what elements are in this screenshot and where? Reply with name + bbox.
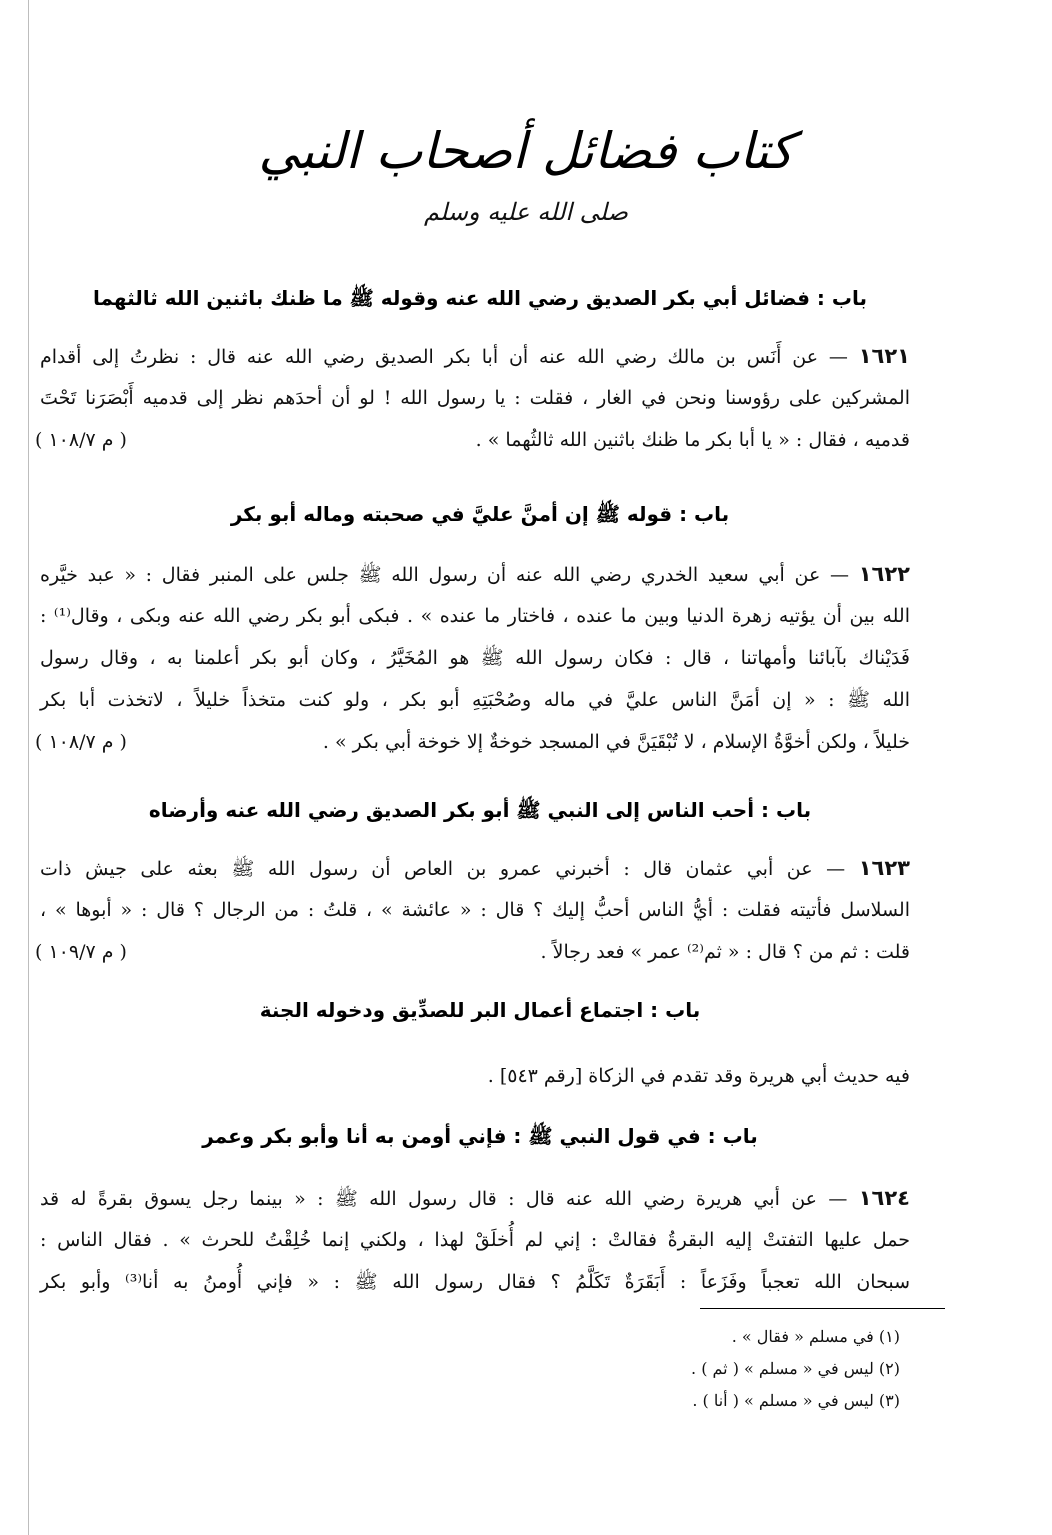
hadith-number: ١٦٢٢ [858, 562, 910, 586]
hadith-line: المشركين على رؤوسنا ونحن في الغار ، فقلت : يا رسول الله ! لو أن أحدَهم نظر إلى قدميه أَبْصَرَنا تَحْتَ [40, 387, 910, 409]
hadith-line [40, 340, 910, 373]
hadith-text: — عن أبي هريرة رضي الله عنه قال : قال رسول الله ﷺ : « بينما رجل يسوق بقرةً له قد [40, 1188, 848, 1210]
hadith-line: حمل عليها التفتتْ إليه البقرةُ فقالتْ : إني لم أُخلَقْ لهذا ، ولكني إنما خُلِقْتُ للحرث » . فقال الناس : [40, 1229, 910, 1251]
hadith-line: قلت : ثم من ؟ قال : « ثم⁽²⁾ عمر » فعد رجالاً . [540, 941, 910, 963]
footnote: (١) في مسلم « فقال » . [731, 1327, 900, 1346]
hadith-line: سبحان الله تعجباً وفَزَعاً : أَبَقَرَةٌ تَكَلَّمُ ؟ فقال رسول الله ﷺ : « فإني أُومنُ به أنا⁽³⁾ وأبو بكر [40, 1271, 910, 1293]
source-reference: ( م ١٠٨/٧ ) [35, 731, 127, 753]
hadith-line: فَدَيْناك بآبائنا وأمهاتنا ، قال : فكان رسول الله ﷺ هو المُخَيَّرُ ، وكان أبو بكر أعلمنا به ، وقال رسول [40, 647, 910, 669]
hadith-text: — عن أبي عثمان قال : أخبرني عمرو بن العاص أن رسول الله ﷺ بعثه على جيش ذات [40, 858, 846, 880]
footnote-separator [700, 1308, 945, 1309]
hadith-line [40, 558, 910, 591]
chapter-heading: باب : فضائل أبي بكر الصديق رضي الله عنه وقوله ﷺ ما ظنك باثنين الله ثالثهما [93, 286, 867, 310]
hadith-line: الله ﷺ : « إن أمَنَّ الناس عليَّ في ماله وصُحْبَتِهِ أبو بكر ، ولو كنت متخذاً خليلاً ، لاتخذت أبا بكر [40, 689, 910, 711]
hadith-number: ١٦٢٤ [858, 1186, 910, 1210]
hadith-line: السلاسل فأتيته فقلت : أيُّ الناس أحبُّ إليك ؟ قال : « عائشة » ، قلتُ : من الرجال ؟ قال : « أبوها » ، [40, 899, 910, 921]
footnote: (٢) ليس في « مسلم » ( ثم ) . [691, 1359, 900, 1378]
hadith-number: ١٦٢١ [858, 344, 910, 368]
hadith-line [40, 852, 910, 885]
source-reference: ( م ١٠٨/٧ ) [35, 429, 127, 451]
chapter-heading: باب : قوله ﷺ إن أمنَّ عليَّ في صحبته وماله أبو بكر [230, 502, 730, 526]
hadith-line: خليلاً ، ولكن أخوَّةُ الإسلام ، لا تُبْقَيَنَّ في المسجد خوخةٌ إلا خوخة أبي بكر » . [322, 731, 910, 753]
hadith-line [40, 1182, 910, 1215]
hadith-line: الله بين أن يؤتيه زهرة الدنيا وبين ما عنده ، فاختار ما عنده » . فبكى أبو بكر رضي الله عنه وبكى ، وقال⁽¹⁾ : [40, 605, 910, 627]
hadith-number: ١٦٢٣ [858, 856, 911, 880]
chapter-heading: باب : اجتماع أعمال البر للصدِّيق ودخوله الجنة [259, 998, 701, 1022]
hadith-text: — عن أبي سعيد الخدري رضي الله عنه أن رسول الله ﷺ جلس على المنبر فقال : « عبد خيَّره [40, 564, 850, 586]
book-title: كتاب فضائل أصحاب النبي [258, 122, 794, 180]
hadith-text: — عن أَنَس بن مالك رضي الله عنه أن أبا بكر الصديق رضي الله عنه قال : نظرتُ إلى أقدام [40, 346, 848, 368]
hadith-line: فيه حديث أبي هريرة وقد تقدم في الزكاة [رقم ٥٤٣] . [487, 1065, 910, 1087]
title-salutation: صلى الله عليه وسلم [424, 198, 628, 226]
page-edge-line [28, 0, 29, 1535]
hadith-line: قدميه ، فقال : « يا أبا بكر ما ظنك باثنين الله ثالثُهما » . [475, 429, 910, 451]
chapter-heading: باب : أحب الناس إلى النبي ﷺ أبو بكر الصديق رضي الله عنه وأرضاه [148, 798, 812, 822]
footnote: (٣) ليس في « مسلم » ( أنا ) . [692, 1391, 900, 1410]
source-reference: ( م ١٠٩/٧ ) [35, 941, 127, 963]
chapter-heading: باب : في قول النبي ﷺ : فإني أومن به أنا وأبو بكر وعمر [202, 1124, 758, 1148]
